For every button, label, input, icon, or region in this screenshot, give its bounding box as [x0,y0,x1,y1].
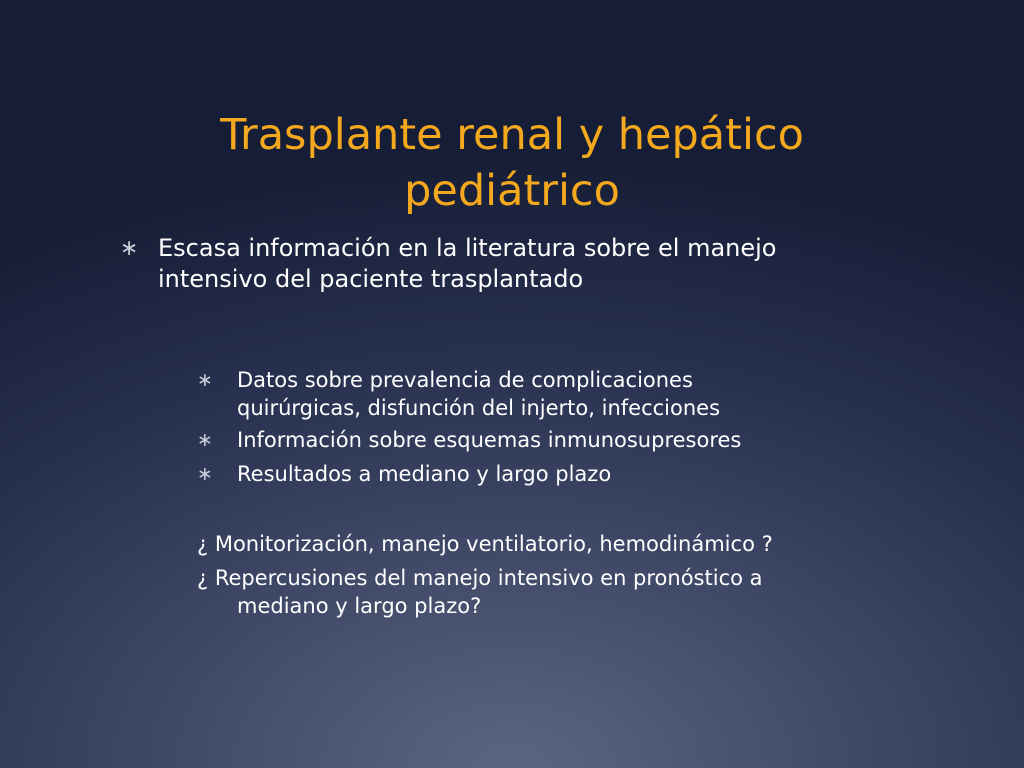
question-2-line-1: ¿ Repercusiones del manejo intensivo en pronóstico a [197,566,763,590]
question-2-line-2: mediano y largo plazo? [237,594,482,618]
asterisk-bullet-icon: ∗ [197,429,213,451]
sub-bullet-2 [197,426,741,454]
slide-title [150,107,874,219]
sub-bullet-2-line-1: Información sobre esquemas inmunosupresores [237,428,742,452]
sub-bullet-1-line-2: quirúrgicas, disfunción del injerto, infecciones [237,396,721,420]
slide-title-line-2: pediátrico [404,165,620,216]
question-1 [197,530,773,558]
main-bullet-text [158,233,777,295]
sub-bullet-2-text [237,426,741,454]
slide-title-line-1: Trasplante renal y hepático [220,109,804,160]
main-bullet [120,233,777,295]
asterisk-bullet-icon: ∗ [197,463,213,485]
sub-bullet-1-text [237,366,720,422]
asterisk-bullet-icon: ∗ [120,236,139,261]
sub-bullet-3 [197,460,611,488]
sub-bullet-1 [197,366,720,422]
main-bullet-line-1: Escasa información en la literatura sobre el manejo [158,234,777,262]
sub-bullet-3-text [237,460,611,488]
sub-bullet-1-line-1: Datos sobre prevalencia de complicaciones [237,368,693,392]
question-1-line-1: ¿ Monitorización, manejo ventilatorio, hemodinámico ? [197,532,773,556]
main-bullet-line-2: intensivo del paciente trasplantado [158,265,584,293]
sub-bullet-3-line-1: Resultados a mediano y largo plazo [237,462,612,486]
asterisk-bullet-icon: ∗ [197,369,213,391]
question-2 [197,564,763,620]
